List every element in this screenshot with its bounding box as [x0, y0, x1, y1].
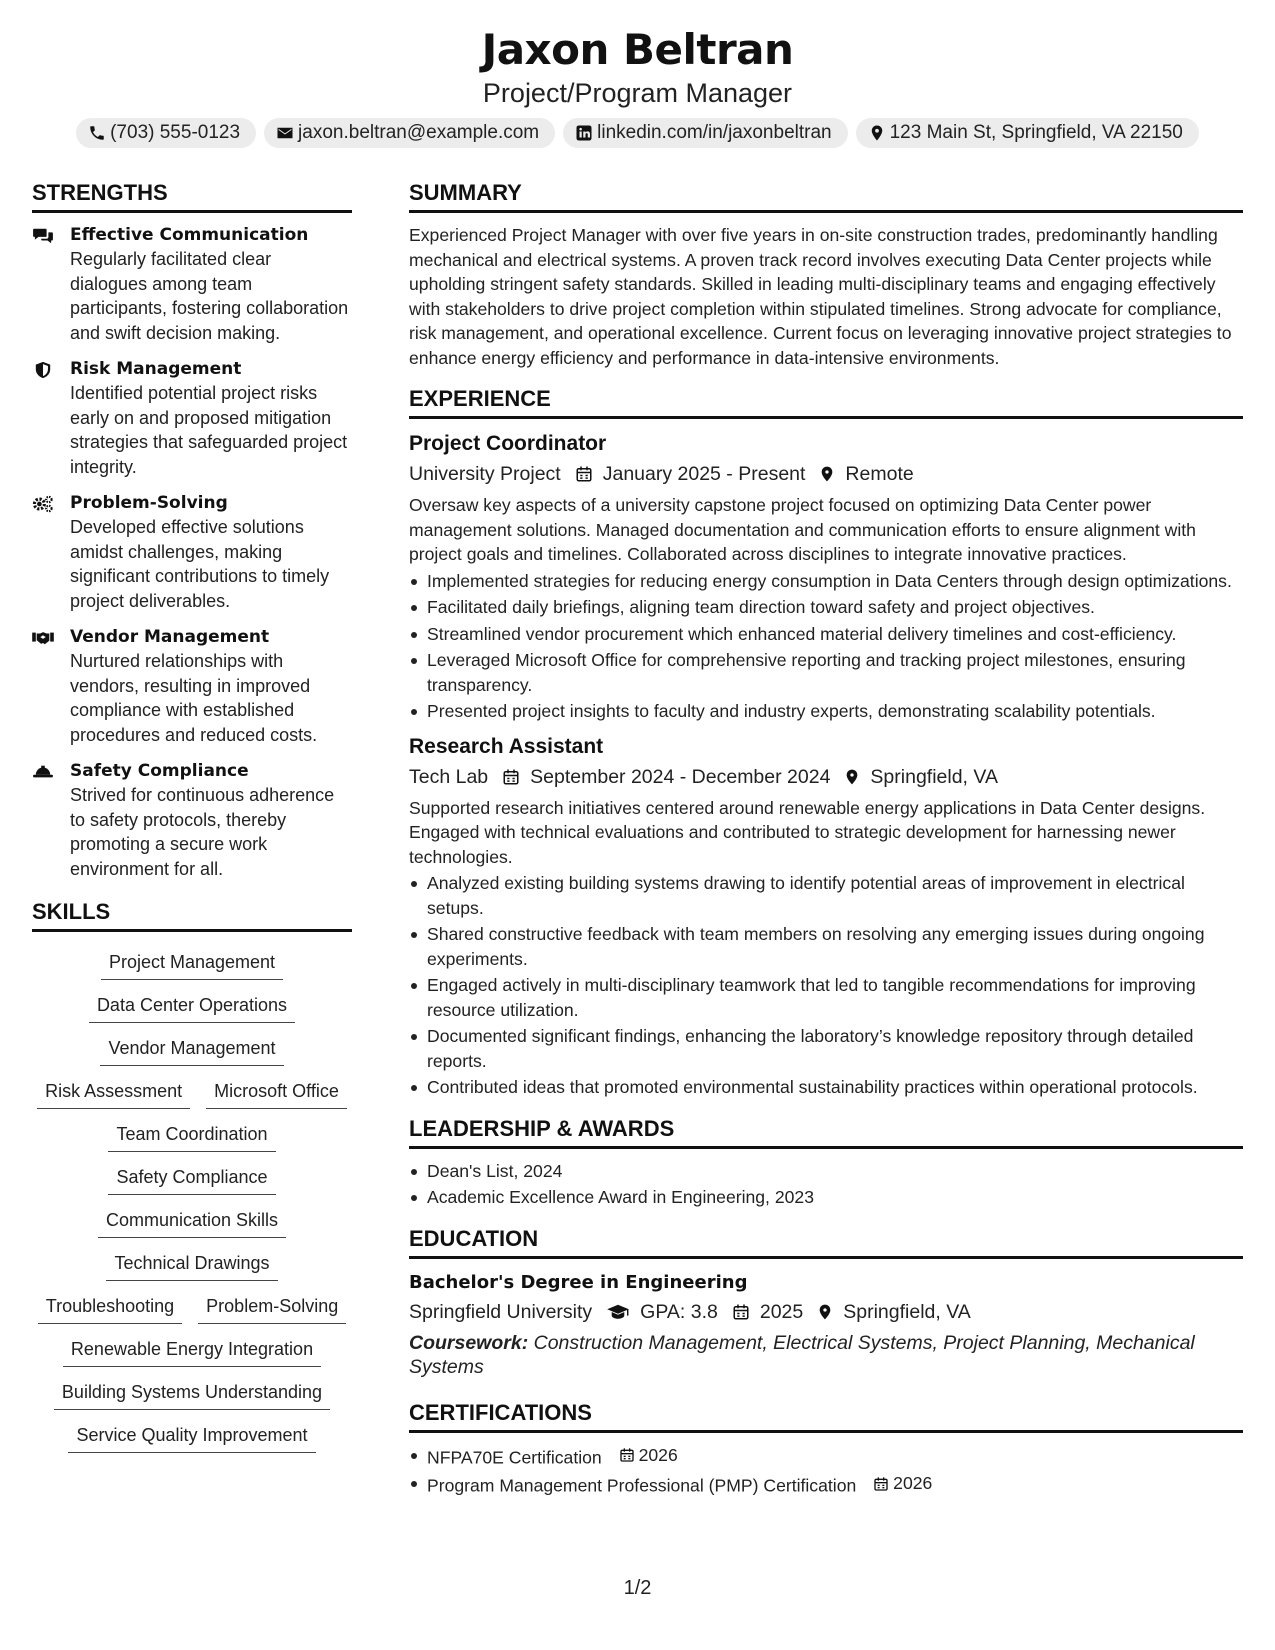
list-item: Dean's List, 2024 — [409, 1159, 1243, 1184]
job-title: Research Assistant — [409, 734, 604, 758]
awards-list — [409, 1159, 1243, 1210]
skill-tag: Building Systems Understanding — [54, 1380, 330, 1410]
job-organization: University Project — [409, 463, 561, 485]
skill-tag: Data Center Operations — [89, 993, 295, 1023]
job-dates: January 2025 - Present — [602, 463, 806, 485]
certifications-list — [409, 1443, 1243, 1499]
calendar-icon — [619, 1447, 635, 1463]
strengths-heading: STRENGTHS — [32, 178, 352, 213]
certification-year: 2026 — [893, 1473, 933, 1494]
school-name: Springfield University — [409, 1300, 593, 1323]
strength-title: Safety Compliance — [70, 761, 249, 781]
contact-address-text: 123 Main St, Springfield, VA 22150 — [889, 122, 1183, 143]
job-meta — [409, 762, 1243, 792]
job-organization: Tech Lab — [409, 765, 489, 788]
candidate-name: Jaxon Beltran — [481, 25, 794, 74]
certifications-heading: CERTIFICATIONS — [409, 1398, 1243, 1433]
education-meta — [409, 1297, 1243, 1327]
certification-year: 2026 — [638, 1444, 678, 1465]
contact-phone-text: (703) 555-0123 — [110, 122, 241, 143]
job-location: Remote — [845, 463, 914, 485]
strength-description: Developed effective solutions amidst challenges, making significant contributions to timely project deliverables. — [70, 517, 330, 611]
skill-tag: Problem-Solving — [198, 1294, 346, 1324]
job-dates: September 2024 - December 2024 — [530, 765, 831, 788]
list-item: Analyzed existing building systems drawing to identify potential areas of improvement in electrical setups. — [409, 871, 1243, 920]
strength-item — [32, 491, 352, 613]
skill-tag: Communication Skills — [98, 1208, 286, 1238]
list-item: Academic Excellence Award in Engineering, 2023 — [409, 1185, 1243, 1210]
strength-description: Strived for continuous adherence to safety protocols, thereby promoting a secure work environment for all. — [70, 785, 335, 879]
envelope-icon — [276, 124, 294, 142]
list-item: Engaged actively in multi-disciplinary teamwork that led to tangible recommendations for improving resource utilization. — [409, 973, 1243, 1022]
graduation-year: 2025 — [759, 1300, 804, 1323]
job-title: Project Coordinator — [409, 432, 607, 455]
job-meta — [409, 459, 1243, 489]
list-item: Implemented strategies for reducing energy consumption in Data Centers through design optimizations. — [409, 569, 1243, 594]
calendar-icon — [732, 1303, 750, 1321]
certification-name: Program Management Professional (PMP) Certification — [427, 1475, 857, 1496]
skills-heading: SKILLS — [32, 897, 352, 932]
gpa: GPA: 3.8 — [640, 1300, 718, 1323]
graduation-cap-icon — [606, 1303, 630, 1321]
contact-phone[interactable] — [76, 118, 256, 148]
job-description: Supported research initiatives centered around renewable energy applications in Data Center designs. Engaged with technical evaluations and contributed to strategic development for harnessing newer technologies. — [409, 797, 1206, 867]
hard-hat-icon — [32, 763, 54, 781]
strength-description: Nurtured relationships with vendors, resulting in improved compliance with established procedures and reduced costs. — [70, 651, 318, 745]
list-item: Leveraged Microsoft Office for comprehensive reporting and tracking project milestones, ensuring transparency. — [409, 648, 1243, 697]
skill-tag: Team Coordination — [108, 1122, 275, 1152]
strength-description: Regularly facilitated clear dialogues among team participants, fostering collaboration and swift decision making. — [70, 249, 349, 343]
list-item: Streamlined vendor procurement which enhanced material delivery timelines and cost-efficiency. — [409, 622, 1243, 647]
contact-email-text: jaxon.beltran@example.com — [298, 122, 540, 143]
strength-item — [32, 625, 352, 747]
degree-title: Bachelor's Degree in Engineering — [409, 1271, 748, 1293]
contact-linkedin[interactable] — [563, 118, 847, 148]
list-item — [409, 1471, 1243, 1498]
strength-title: Risk Management — [70, 359, 242, 379]
skill-tag: Safety Compliance — [108, 1165, 275, 1195]
contact-bar — [0, 118, 1275, 148]
right-column — [409, 178, 1243, 1500]
strength-item — [32, 357, 352, 479]
school-location: Springfield, VA — [843, 1300, 971, 1323]
skill-tag: Renewable Energy Integration — [63, 1337, 321, 1367]
strength-title: Vendor Management — [70, 627, 270, 647]
calendar-icon — [873, 1476, 889, 1492]
skills-list — [32, 950, 352, 1453]
strength-description: Identified potential project risks early on and proposed mitigation strategies that safeguarded project integrity. — [70, 383, 348, 477]
page-number: 1/2 — [623, 1577, 652, 1599]
coursework — [409, 1331, 1243, 1380]
list-item: Presented project insights to faculty and industry experts, demonstrating scalability potentials. — [409, 699, 1243, 724]
phone-icon — [88, 124, 106, 142]
map-pin-icon — [844, 768, 860, 786]
awards-heading: LEADERSHIP & AWARDS — [409, 1114, 1243, 1149]
contact-address[interactable] — [856, 118, 1199, 148]
resume-header — [0, 0, 1275, 148]
coursework-label: Coursework: — [409, 1331, 529, 1354]
handshake-icon — [32, 629, 54, 647]
skill-tag: Troubleshooting — [38, 1294, 182, 1324]
list-item: Contributed ideas that promoted environmental sustainability practices within operational protocols. — [409, 1075, 1243, 1100]
map-pin-icon — [819, 465, 835, 483]
job-location: Springfield, VA — [870, 765, 998, 788]
linkedin-icon — [575, 124, 593, 142]
comments-icon — [32, 227, 54, 245]
shield-icon — [32, 361, 54, 379]
calendar-icon — [502, 768, 520, 786]
strength-item — [32, 223, 352, 345]
skill-tag: Risk Assessment — [37, 1079, 190, 1109]
education-heading: EDUCATION — [409, 1224, 1243, 1259]
skill-tag: Project Management — [101, 950, 283, 980]
strength-title: Effective Communication — [70, 225, 309, 245]
skill-tag: Microsoft Office — [206, 1079, 347, 1109]
contact-linkedin-text: linkedin.com/in/jaxonbeltran — [597, 122, 832, 143]
job-description: Oversaw key aspects of a university capstone project focused on optimizing Data Center power management solutions. Managed documentation and communication efforts to ensure alignment with project goals and timelines. Collaborated across disciplines to integrate innovative practices. — [409, 495, 1196, 564]
skill-tag: Service Quality Improvement — [68, 1423, 315, 1453]
skill-tag: Technical Drawings — [106, 1251, 277, 1281]
certification-name: NFPA70E Certification — [427, 1446, 602, 1467]
strength-title: Problem-Solving — [70, 493, 228, 513]
list-item: Facilitated daily briefings, aligning team direction toward safety and project objectives. — [409, 595, 1243, 620]
left-column — [32, 178, 352, 1453]
calendar-icon — [575, 465, 593, 483]
strength-item — [32, 759, 352, 881]
experience-heading: EXPERIENCE — [409, 384, 1243, 419]
skill-tag: Vendor Management — [100, 1036, 283, 1066]
job-bullets — [409, 569, 1243, 724]
contact-email[interactable] — [264, 118, 555, 148]
summary-heading: SUMMARY — [409, 178, 1243, 213]
summary-text: Experienced Project Manager with over five years in on-site construction trades, predominantly handling mechanical and electrical systems. A proven track record involves executing Data Center projects while upholding stringent safety standards. Skilled in leading multi-disciplinary teams and engaging effectively with stakeholders to drive project completion within stipulated timelines. Strong advocate for compliance, risk management, and operational excellence. Current focus on leveraging innovative project strategies to enhance energy efficiency and performance in data-intensive environments. — [409, 225, 1232, 368]
map-pin-icon — [868, 124, 886, 142]
gears-icon — [32, 495, 54, 513]
candidate-title: Project/Program Manager — [482, 78, 793, 108]
coursework-list: Construction Management, Electrical Systems, Project Planning, Mechanical Systems — [409, 1331, 1195, 1378]
list-item: Shared constructive feedback with team members on resolving any emerging issues during ongoing experiments. — [409, 922, 1243, 971]
list-item: Documented significant findings, enhancing the laboratory’s knowledge repository through detailed reports. — [409, 1024, 1243, 1073]
map-pin-icon — [817, 1303, 833, 1321]
list-item — [409, 1443, 1243, 1470]
job-bullets — [409, 871, 1243, 1100]
